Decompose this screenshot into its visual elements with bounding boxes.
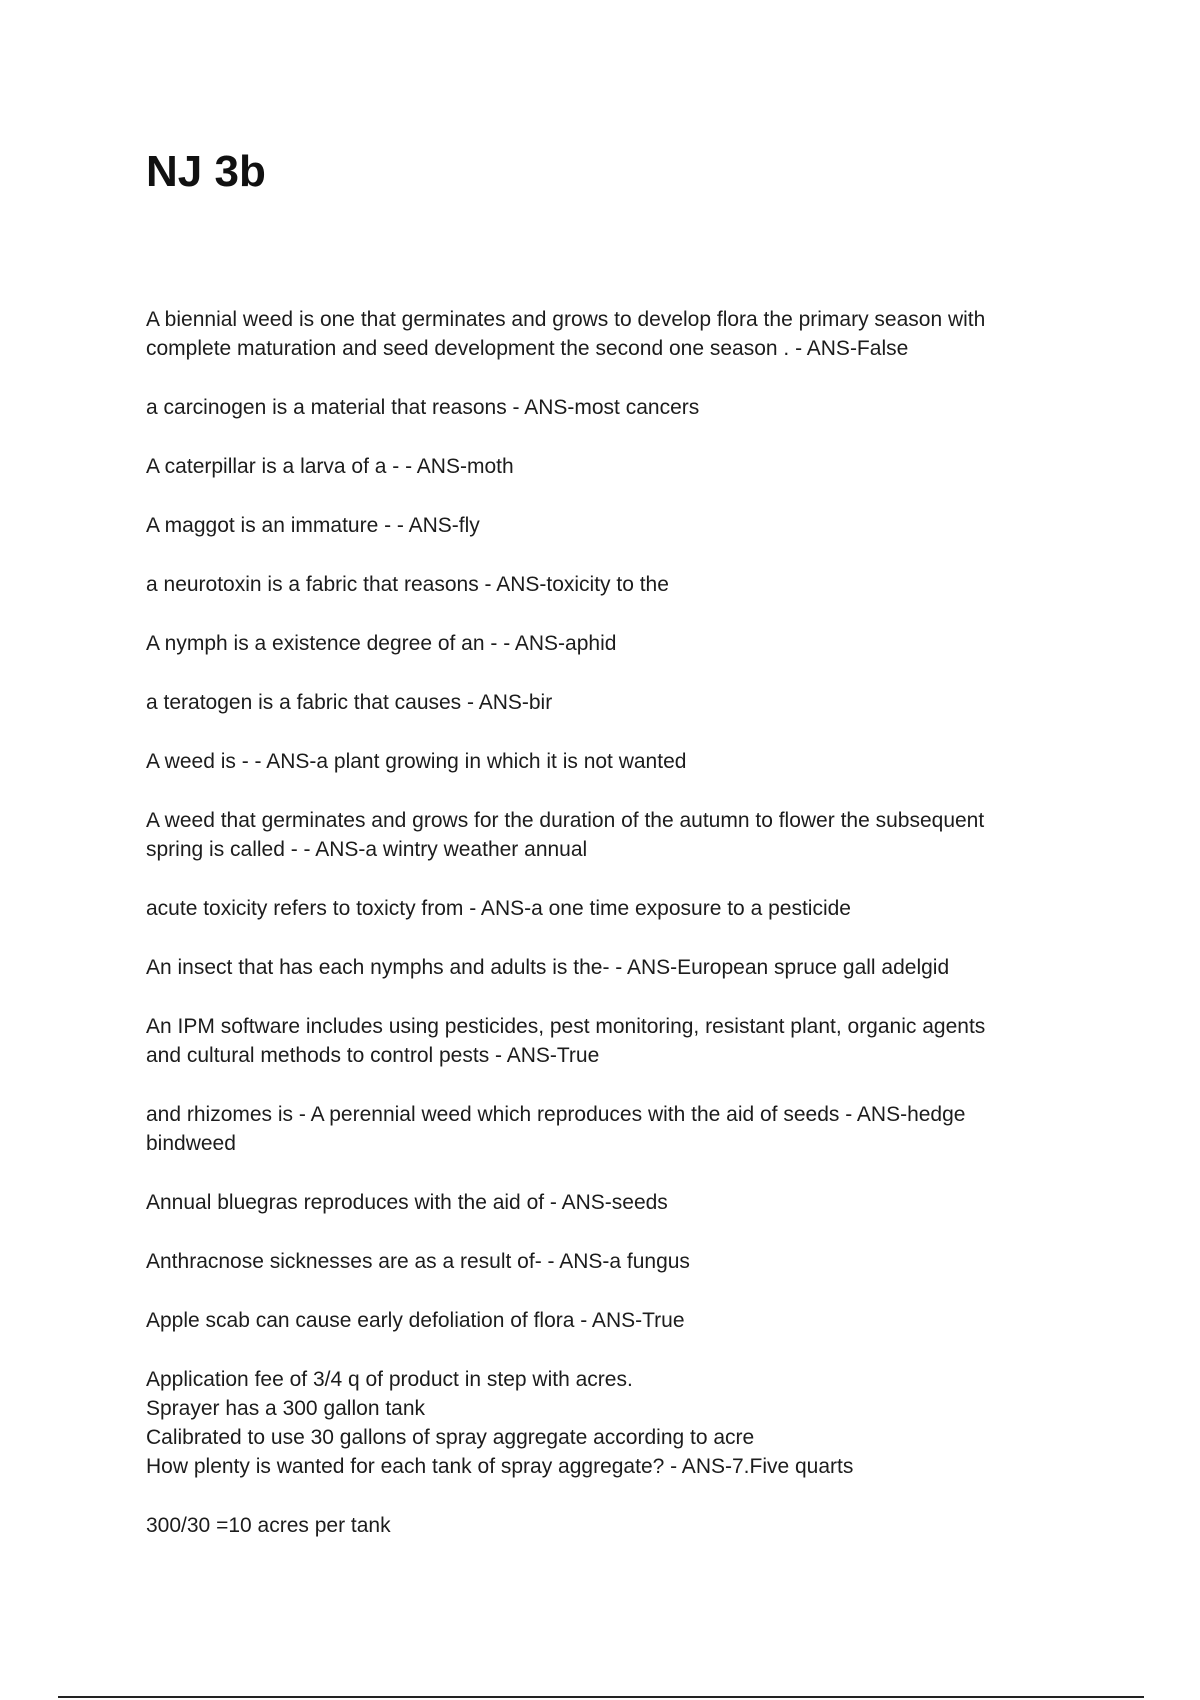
qa-line: and rhizomes is - A perennial weed which reproduces with the aid of seeds - ANS-hedge [146, 1103, 966, 1126]
qa-line: and cultural methods to control pests - ANS-True [146, 1044, 600, 1067]
qa-line: acute toxicity refers to toxicty from - ANS-a one time exposure to a pesticide [146, 897, 851, 920]
qa-item [146, 806, 1046, 864]
qa-item [146, 1100, 1046, 1158]
qa-line: a carcinogen is a material that reasons - ANS-most cancers [146, 396, 700, 419]
qa-line: A caterpillar is a larva of a - - ANS-moth [146, 455, 514, 478]
qa-item [146, 1012, 1046, 1070]
qa-line: complete maturation and seed development the second one season . - ANS-False [146, 337, 909, 360]
qa-line: A weed that germinates and grows for the duration of the autumn to flower the subsequent [146, 809, 985, 832]
qa-line: How plenty is wanted for each tank of spray aggregate? - ANS-7.Five quarts [146, 1455, 854, 1478]
qa-line: A weed is - - ANS-a plant growing in which it is not wanted [146, 750, 687, 773]
qa-item [146, 393, 1046, 422]
qa-item [146, 747, 1046, 776]
qa-item [146, 894, 1046, 923]
qa-item [146, 1306, 1046, 1335]
qa-item [146, 305, 1046, 363]
qa-item [146, 1188, 1046, 1217]
qa-line: Anthracnose sicknesses are as a result of- - ANS-a fungus [146, 1250, 690, 1273]
qa-item [146, 1511, 1046, 1540]
qa-line: A biennial weed is one that germinates and grows to develop flora the primary season with [146, 308, 986, 331]
page-footer-rule [58, 1696, 1144, 1698]
document-title: NJ 3b [146, 147, 266, 196]
qa-line: spring is called - - ANS-a wintry weather annual [146, 838, 588, 861]
qa-line: a teratogen is a fabric that causes - ANS-bir [146, 691, 553, 714]
qa-item [146, 570, 1046, 599]
qa-item [146, 688, 1046, 717]
qa-line: 300/30 =10 acres per tank [146, 1514, 391, 1537]
qa-item [146, 1247, 1046, 1276]
qa-item [146, 511, 1046, 540]
qa-line: Apple scab can cause early defoliation of flora - ANS-True [146, 1309, 685, 1332]
qa-item [146, 629, 1046, 658]
qa-line: Application fee of 3/4 q of product in step with acres. [146, 1368, 633, 1391]
qa-line: A nymph is a existence degree of an - - ANS-aphid [146, 632, 617, 655]
qa-line: A maggot is an immature - - ANS-fly [146, 514, 480, 537]
qa-line: bindweed [146, 1132, 236, 1155]
qa-line: a neurotoxin is a fabric that reasons - ANS-toxicity to the [146, 573, 669, 596]
qa-item [146, 452, 1046, 481]
qa-line: An IPM software includes using pesticides, pest monitoring, resistant plant, organic agents [146, 1015, 986, 1038]
qa-line: An insect that has each nymphs and adults is the- - ANS-European spruce gall adelgid [146, 956, 950, 979]
qa-line: Annual bluegras reproduces with the aid of - ANS-seeds [146, 1191, 668, 1214]
qa-line: Calibrated to use 30 gallons of spray aggregate according to acre [146, 1426, 755, 1449]
qa-item [146, 1365, 1046, 1481]
qa-line: Sprayer has a 300 gallon tank [146, 1397, 426, 1420]
question-answer-list [146, 305, 1046, 1570]
qa-item [146, 953, 1046, 982]
